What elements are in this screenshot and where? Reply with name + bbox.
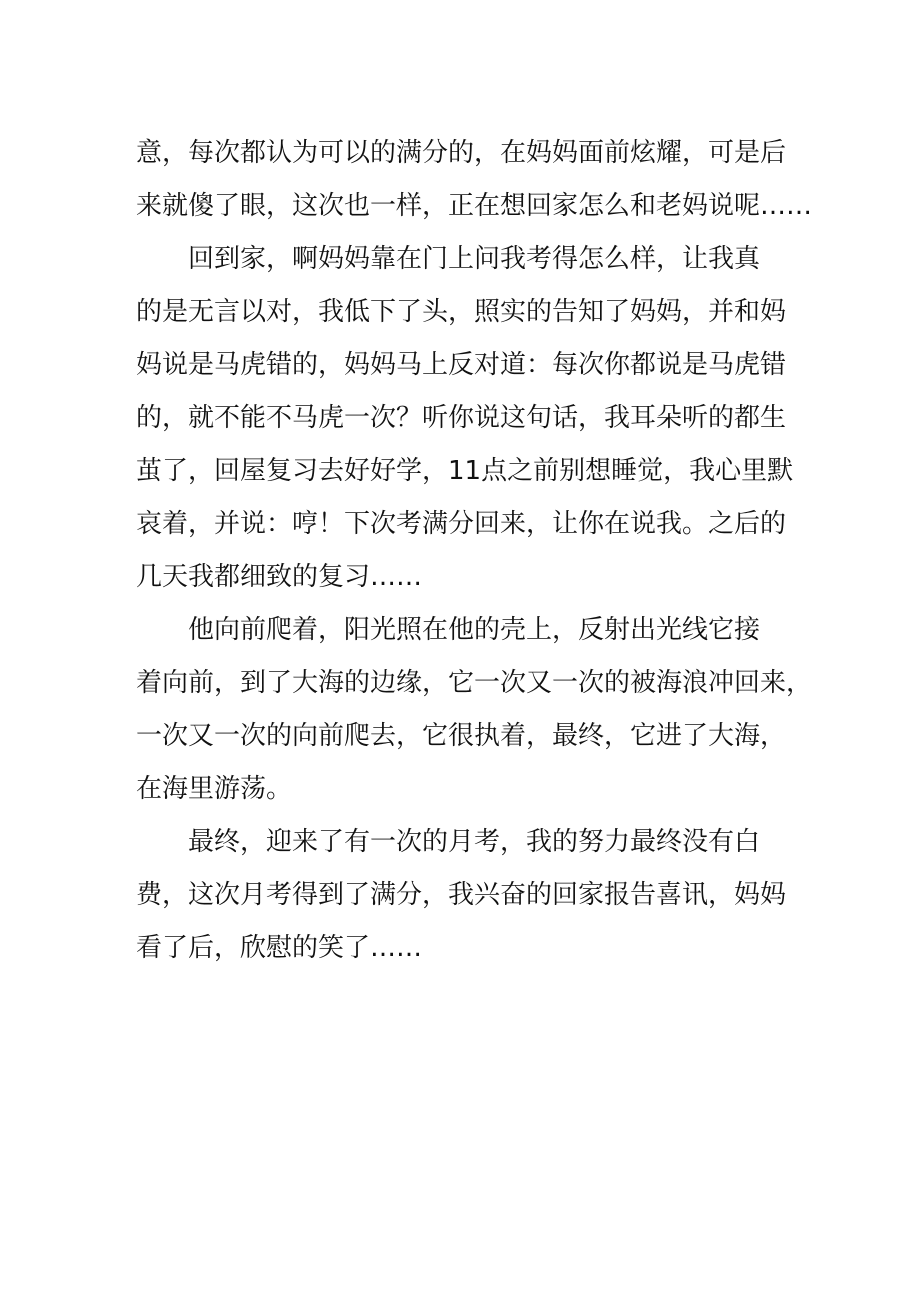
text-line: 几天我都细致的复习…… <box>136 562 423 592</box>
text-line: 一次又一次的向前爬去，它很执着，最终，它进了大海， <box>136 721 787 751</box>
text-line: 费，这次月考得到了满分，我兴奋的回家报告喜讯，妈妈 <box>136 880 787 910</box>
text-line: 着向前，到了大海的边缘，它一次又一次的被海浪冲回来， <box>136 668 813 698</box>
text-line: 哀着，并说：哼！下次考满分回来，让你在说我。之后的 <box>136 509 787 539</box>
text-line: 意，每次都认为可以的满分的，在妈妈面前炫耀，可是后 <box>136 138 787 168</box>
text-line: 的是无言以对，我低下了头，照实的告知了妈妈，并和妈 <box>136 297 787 327</box>
text-line: 看了后，欣慰的笑了…… <box>136 933 423 963</box>
text-line: 茧了，回屋复习去好好学，11点之前别想睡觉，我心里默 <box>136 456 794 486</box>
text-line: 来就傻了眼，这次也一样，正在想回家怎么和老妈说呢…… <box>136 191 813 221</box>
text-line: 妈说是马虎错的，妈妈马上反对道：每次你都说是马虎错 <box>136 350 787 380</box>
text-line: 他向前爬着，阳光照在他的壳上，反射出光线它接 <box>136 615 761 645</box>
text-line: 在海里游荡。 <box>136 774 293 804</box>
text-line: 的，就不能不马虎一次？听你说这句话，我耳朵听的都生 <box>136 403 787 433</box>
text-line: 回到家，啊妈妈靠在门上问我考得怎么样，让我真 <box>136 244 761 274</box>
text-line: 最终，迎来了有一次的月考，我的努力最终没有白 <box>136 827 761 857</box>
